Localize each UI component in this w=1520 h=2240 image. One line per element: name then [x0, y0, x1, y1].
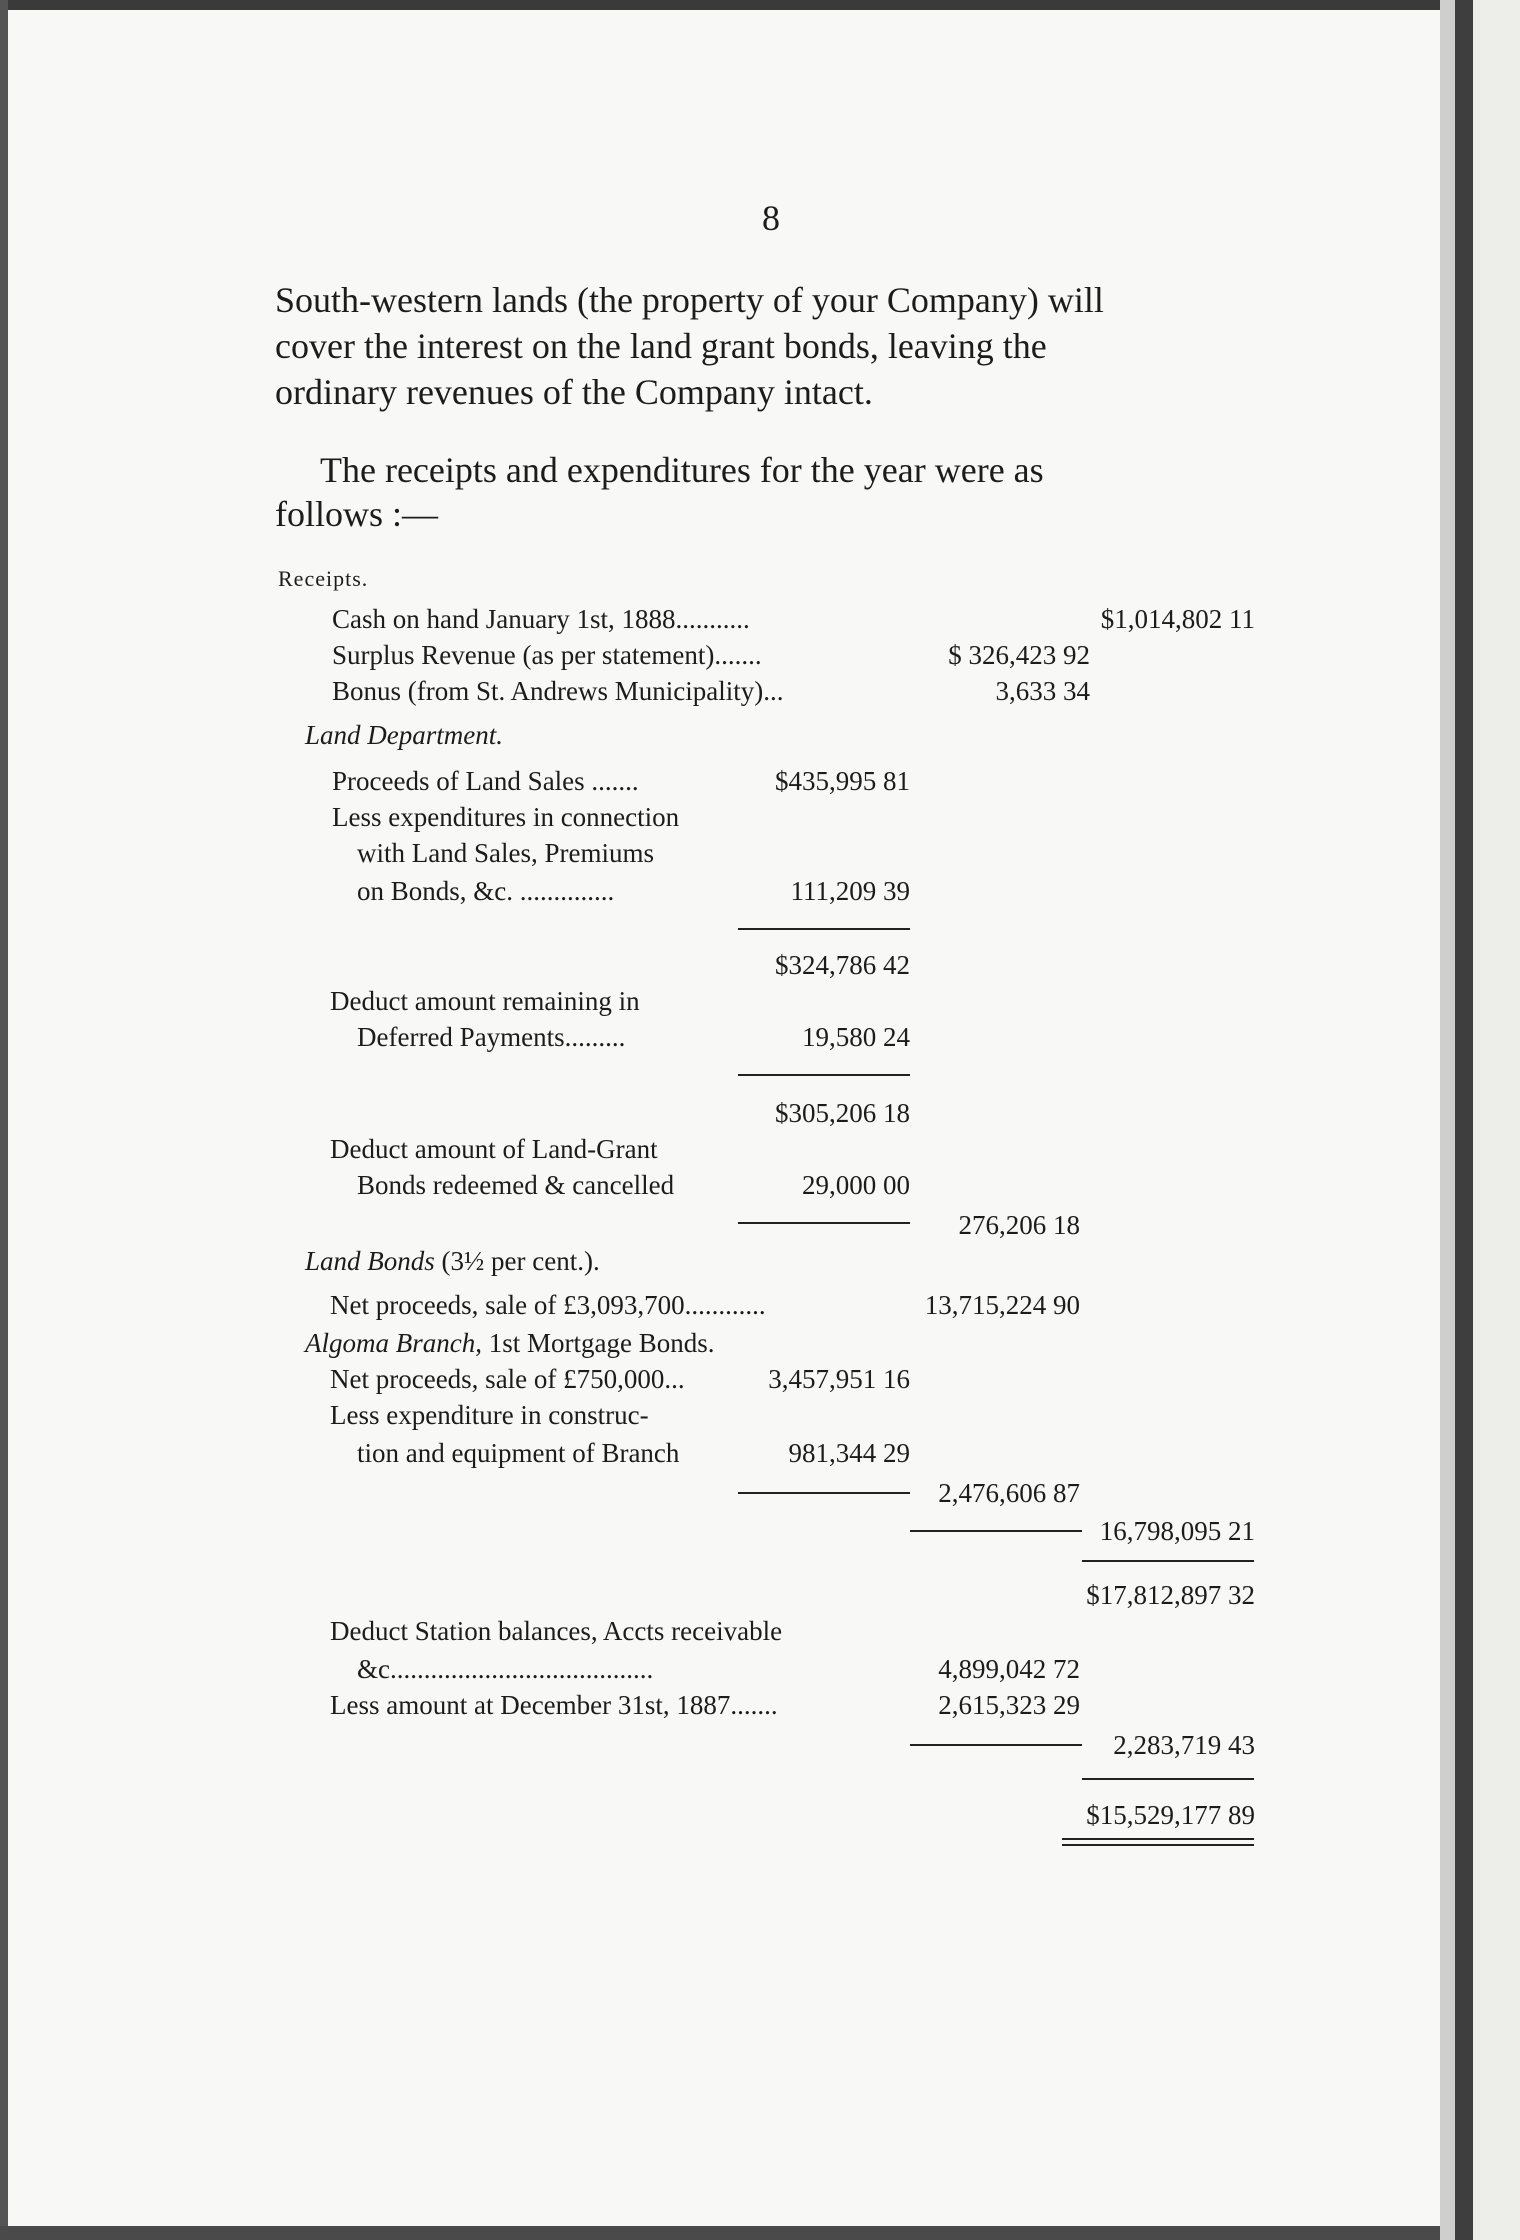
- deduct-deferred-amount: 19,580 24: [802, 1022, 910, 1052]
- less-december-label: Less amount at December 31st, 1887.......: [330, 1690, 778, 1720]
- intro-line: The receipts and expenditures for the year were as: [320, 450, 1044, 490]
- subtotal-amount: $305,206 18: [775, 1098, 910, 1128]
- right-margin: [1473, 0, 1520, 2240]
- algoma-net-label: Net proceeds, sale of £750,000...: [330, 1364, 685, 1394]
- less-expenditure-line: on Bonds, &c. ..............: [357, 876, 615, 906]
- sum-rule: [1082, 1560, 1254, 1562]
- bonus-label: Bonus (from St. Andrews Municipality)...: [332, 676, 784, 706]
- paragraph-line: cover the interest on the land grant bonds, leaving the: [275, 326, 1047, 366]
- paragraph-line: ordinary revenues of the Company intact.: [275, 372, 873, 412]
- deduct-station-amount: 4,899,042 72: [938, 1654, 1080, 1684]
- land-department-net: 276,206 18: [958, 1210, 1080, 1240]
- algoma-less-amount: 981,344 29: [788, 1438, 910, 1468]
- net-proceeds-amount: 13,715,224 90: [924, 1290, 1080, 1320]
- algoma-heading: [305, 1326, 714, 1360]
- sum-rule: [1082, 1778, 1254, 1780]
- bonus-amount: 3,633 34: [995, 676, 1090, 706]
- deduct-station-line: Deduct Station balances, Accts receivable: [330, 1616, 783, 1646]
- net-proceeds-label: Net proceeds, sale of £3,093,700............: [330, 1290, 766, 1320]
- algoma-subtitle: 1st Mortgage Bonds.: [488, 1328, 715, 1358]
- cash-total: $1,014,802 11: [1100, 604, 1255, 634]
- deduct-land-grant-line: Bonds redeemed & cancelled: [357, 1170, 675, 1200]
- scan-edge-top: [0, 0, 1520, 10]
- deduct-station-line: &c.......................................: [357, 1654, 654, 1684]
- deduct-land-grant-line: Deduct amount of Land-Grant: [330, 1134, 658, 1164]
- deduct-deferred-line: Deduct amount remaining in: [330, 986, 640, 1016]
- algoma-less-line: Less expenditure in construc-: [330, 1400, 649, 1430]
- paragraph-line: South-western lands (the property of your Company) will: [275, 280, 1104, 320]
- surplus-label: Surplus Revenue (as per statement).......: [332, 640, 762, 670]
- grand-subtotal: $17,812,897 32: [1086, 1580, 1255, 1610]
- receipts-heading: Receipts.: [278, 566, 369, 591]
- less-expenditure-line: Less expenditures in connection: [332, 802, 680, 832]
- less-expenditure-line: with Land Sales, Premiums: [357, 838, 654, 868]
- algoma-branch-net: 2,476,606 87: [938, 1478, 1080, 1508]
- book-spine: [1455, 0, 1473, 2240]
- less-december-amount: 2,615,323 29: [938, 1690, 1080, 1720]
- algoma-less-line: tion and equipment of Branch: [357, 1438, 680, 1468]
- column-subtotal: 16,798,095 21: [1099, 1516, 1255, 1546]
- algoma-net-amount: 3,457,951 16: [768, 1364, 910, 1394]
- subtotal-amount: $324,786 42: [775, 950, 910, 980]
- less-expenditure-amount: 111,209 39: [790, 876, 910, 906]
- deduct-deferred-line: Deferred Payments.........: [357, 1022, 626, 1052]
- sum-rule: [738, 1222, 910, 1224]
- land-bonds-title: Land Bonds: [305, 1246, 435, 1276]
- station-net: 2,283,719 43: [1113, 1730, 1255, 1760]
- land-bonds-rate: (3½ per cent.).: [441, 1246, 600, 1276]
- proceeds-amount: $435,995 81: [775, 766, 910, 796]
- deduct-land-grant-amount: 29,000 00: [802, 1170, 910, 1200]
- binding-shadow: [1440, 0, 1455, 2240]
- cash-label: Cash on hand January 1st, 1888...........: [332, 604, 750, 634]
- double-rule-bottom: [1062, 1844, 1254, 1846]
- final-total: $15,529,177 89: [1086, 1800, 1255, 1830]
- intro-line: follows :—: [275, 494, 439, 534]
- proceeds-label: Proceeds of Land Sales .......: [332, 766, 639, 796]
- sum-rule: [738, 1492, 910, 1494]
- sum-rule: [738, 1074, 910, 1076]
- scan-edge-left: [0, 0, 8, 2240]
- scan-edge-bottom: [0, 2226, 1520, 2240]
- algoma-title: Algoma Branch,: [305, 1328, 482, 1358]
- double-rule-top: [1062, 1838, 1254, 1840]
- surplus-amount: $ 326,423 92: [948, 640, 1090, 670]
- page-number: 8: [762, 198, 780, 238]
- land-bonds-heading: [305, 1244, 600, 1278]
- land-department-heading: Land Department.: [305, 720, 503, 750]
- sum-rule: [738, 928, 910, 930]
